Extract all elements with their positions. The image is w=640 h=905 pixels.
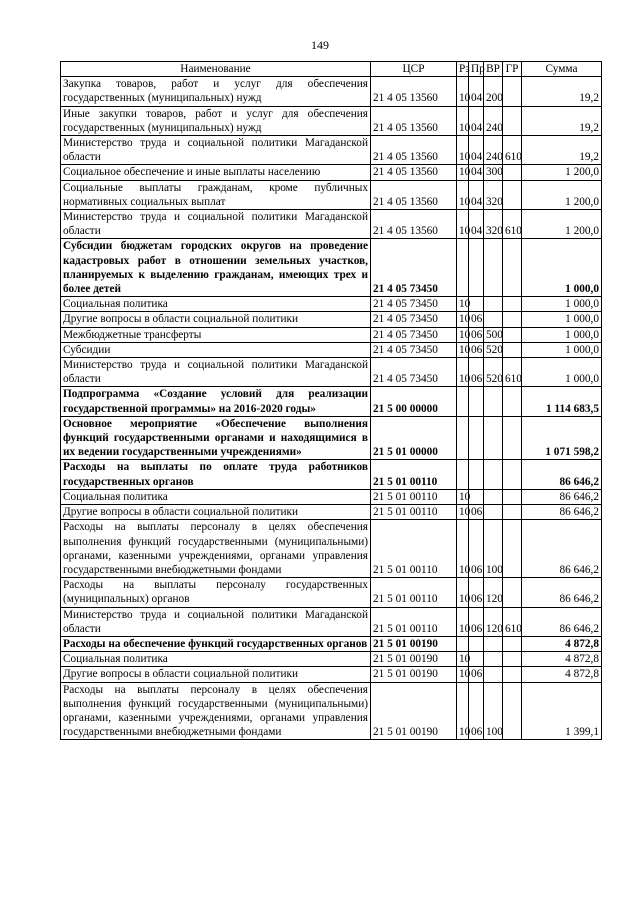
cell-rz xyxy=(457,636,469,651)
cell-name: Другие вопросы в области социальной политики xyxy=(61,505,371,520)
cell-vr: 520 xyxy=(484,358,503,387)
cell-pr xyxy=(469,387,484,416)
cell-vr: 320 xyxy=(484,180,503,209)
table-header-row xyxy=(61,62,602,77)
table-row xyxy=(61,460,602,489)
cell-rz: 10 xyxy=(457,77,469,106)
cell-name: Субсидии xyxy=(61,342,371,357)
header-gr: ГР xyxy=(503,62,522,77)
header-rz: Рз xyxy=(457,62,469,77)
cell-csr: 21 5 01 00000 xyxy=(371,416,457,460)
table-row xyxy=(61,607,602,636)
cell-gr xyxy=(503,180,522,209)
cell-pr: 06 xyxy=(469,327,484,342)
cell-csr: 21 4 05 13560 xyxy=(371,106,457,135)
cell-sum: 1 000,0 xyxy=(522,358,602,387)
cell-pr: 06 xyxy=(469,312,484,327)
cell-pr: 06 xyxy=(469,520,484,578)
cell-rz: 10 xyxy=(457,210,469,239)
cell-gr xyxy=(503,327,522,342)
cell-name: Расходы на выплаты персоналу в целях обеспечения выполнения функций государственными (муниципальными) органами, казенными учреждениями, органами управления государственными внебюджетными фондами xyxy=(61,520,371,578)
table-row xyxy=(61,682,602,740)
cell-name: Социальная политика xyxy=(61,297,371,312)
cell-csr: 21 4 05 73450 xyxy=(371,297,457,312)
cell-name: Подпрограмма «Создание условий для реализации государственной программы» на 2016-2020 годы» xyxy=(61,387,371,416)
cell-csr: 21 4 05 13560 xyxy=(371,210,457,239)
cell-pr: 04 xyxy=(469,136,484,165)
cell-rz: 10 xyxy=(457,520,469,578)
cell-vr xyxy=(484,505,503,520)
cell-sum: 1 000,0 xyxy=(522,297,602,312)
cell-name: Основное мероприятие «Обеспечение выполнения функций государственными органами и находящимися в их ведении государственными учреждениями» xyxy=(61,416,371,460)
cell-gr xyxy=(503,239,522,297)
cell-vr xyxy=(484,312,503,327)
cell-csr: 21 4 05 13560 xyxy=(371,165,457,180)
cell-gr xyxy=(503,106,522,135)
cell-vr xyxy=(484,636,503,651)
cell-rz: 10 xyxy=(457,327,469,342)
cell-rz: 10 xyxy=(457,652,469,667)
cell-pr xyxy=(469,489,484,504)
table-row xyxy=(61,77,602,106)
cell-pr: 04 xyxy=(469,210,484,239)
cell-gr xyxy=(503,682,522,740)
table-row xyxy=(61,387,602,416)
cell-name: Иные закупки товаров, работ и услуг для обеспечения государственных (муниципальных) нужд xyxy=(61,106,371,135)
cell-sum: 1 399,1 xyxy=(522,682,602,740)
table-row xyxy=(61,165,602,180)
cell-vr: 120 xyxy=(484,607,503,636)
table-row xyxy=(61,210,602,239)
cell-vr: 100 xyxy=(484,520,503,578)
cell-gr xyxy=(503,165,522,180)
cell-name: Другие вопросы в области социальной политики xyxy=(61,667,371,682)
cell-gr xyxy=(503,505,522,520)
cell-sum: 86 646,2 xyxy=(522,607,602,636)
cell-gr xyxy=(503,387,522,416)
budget-table xyxy=(60,61,602,740)
page-number: 149 xyxy=(311,38,329,52)
cell-pr: 06 xyxy=(469,358,484,387)
cell-csr: 21 4 05 13560 xyxy=(371,180,457,209)
cell-name: Социальные выплаты гражданам, кроме публичных нормативных социальных выплат xyxy=(61,180,371,209)
cell-pr: 06 xyxy=(469,682,484,740)
table-row xyxy=(61,327,602,342)
cell-rz: 10 xyxy=(457,607,469,636)
cell-pr xyxy=(469,297,484,312)
cell-sum: 1 114 683,5 xyxy=(522,387,602,416)
table-row xyxy=(61,416,602,460)
cell-csr: 21 5 01 00190 xyxy=(371,636,457,651)
cell-name: Социальная политика xyxy=(61,652,371,667)
cell-gr xyxy=(503,297,522,312)
cell-name: Министерство труда и социальной политики Магаданской области xyxy=(61,607,371,636)
cell-csr: 21 5 01 00190 xyxy=(371,652,457,667)
header-csr: ЦСР xyxy=(371,62,457,77)
table-row xyxy=(61,106,602,135)
cell-rz xyxy=(457,460,469,489)
table-row xyxy=(61,652,602,667)
table-row xyxy=(61,136,602,165)
cell-rz: 10 xyxy=(457,489,469,504)
cell-name: Межбюджетные трансферты xyxy=(61,327,371,342)
cell-vr xyxy=(484,387,503,416)
cell-gr xyxy=(503,636,522,651)
cell-rz: 10 xyxy=(457,578,469,607)
cell-name: Социальное обеспечение и иные выплаты населению xyxy=(61,165,371,180)
cell-csr: 21 5 01 00110 xyxy=(371,578,457,607)
cell-csr: 21 5 01 00110 xyxy=(371,460,457,489)
cell-csr: 21 4 05 73450 xyxy=(371,239,457,297)
cell-pr xyxy=(469,652,484,667)
cell-vr xyxy=(484,489,503,504)
cell-vr xyxy=(484,460,503,489)
cell-gr xyxy=(503,489,522,504)
cell-rz: 10 xyxy=(457,106,469,135)
cell-vr xyxy=(484,239,503,297)
cell-pr: 06 xyxy=(469,607,484,636)
cell-csr: 21 4 05 13560 xyxy=(371,77,457,106)
header-name: Наименование xyxy=(61,62,371,77)
cell-csr: 21 5 01 00190 xyxy=(371,682,457,740)
cell-csr: 21 5 00 00000 xyxy=(371,387,457,416)
cell-sum: 1 000,0 xyxy=(522,312,602,327)
cell-sum: 19,2 xyxy=(522,136,602,165)
cell-name: Расходы на выплаты персоналу в целях обеспечения выполнения функций государственными (муниципальными) органами, казенными учреждениями, органами управления государственными внебюджетными фондами xyxy=(61,682,371,740)
header-sum: Сумма xyxy=(522,62,602,77)
cell-rz: 10 xyxy=(457,136,469,165)
cell-pr: 06 xyxy=(469,342,484,357)
cell-gr xyxy=(503,77,522,106)
table-row xyxy=(61,636,602,651)
cell-rz xyxy=(457,239,469,297)
cell-vr xyxy=(484,667,503,682)
cell-gr: 610 xyxy=(503,358,522,387)
cell-rz: 10 xyxy=(457,667,469,682)
cell-csr: 21 4 05 73450 xyxy=(371,327,457,342)
table-row xyxy=(61,312,602,327)
cell-pr: 06 xyxy=(469,578,484,607)
cell-rz xyxy=(457,416,469,460)
cell-csr: 21 4 05 73450 xyxy=(371,358,457,387)
cell-sum: 86 646,2 xyxy=(522,460,602,489)
cell-vr: 120 xyxy=(484,578,503,607)
cell-name: Министерство труда и социальной политики Магаданской области xyxy=(61,358,371,387)
table-row xyxy=(61,297,602,312)
cell-vr: 200 xyxy=(484,77,503,106)
cell-rz: 10 xyxy=(457,165,469,180)
cell-sum: 86 646,2 xyxy=(522,520,602,578)
table-row xyxy=(61,342,602,357)
cell-sum: 1 000,0 xyxy=(522,342,602,357)
cell-pr xyxy=(469,460,484,489)
cell-pr: 04 xyxy=(469,180,484,209)
cell-sum: 1 200,0 xyxy=(522,165,602,180)
table-row xyxy=(61,578,602,607)
cell-vr: 320 xyxy=(484,210,503,239)
cell-rz: 10 xyxy=(457,682,469,740)
cell-csr: 21 5 01 00110 xyxy=(371,489,457,504)
cell-vr: 520 xyxy=(484,342,503,357)
cell-sum: 1 200,0 xyxy=(522,210,602,239)
cell-sum: 19,2 xyxy=(522,77,602,106)
table-row xyxy=(61,505,602,520)
cell-pr: 06 xyxy=(469,667,484,682)
table-row xyxy=(61,358,602,387)
header-pr: Пр xyxy=(469,62,484,77)
cell-sum: 86 646,2 xyxy=(522,505,602,520)
cell-sum: 86 646,2 xyxy=(522,578,602,607)
cell-rz: 10 xyxy=(457,180,469,209)
cell-sum: 1 000,0 xyxy=(522,239,602,297)
cell-name: Расходы на выплаты персоналу государственных (муниципальных) органов xyxy=(61,578,371,607)
cell-name: Социальная политика xyxy=(61,489,371,504)
cell-pr: 04 xyxy=(469,77,484,106)
cell-gr xyxy=(503,578,522,607)
cell-vr: 500 xyxy=(484,327,503,342)
cell-pr xyxy=(469,416,484,460)
cell-gr xyxy=(503,342,522,357)
cell-vr: 300 xyxy=(484,165,503,180)
cell-rz: 10 xyxy=(457,297,469,312)
cell-sum: 1 000,0 xyxy=(522,327,602,342)
cell-name: Министерство труда и социальной политики Магаданской области xyxy=(61,136,371,165)
cell-name: Закупка товаров, работ и услуг для обеспечения государственных (муниципальных) нужд xyxy=(61,77,371,106)
cell-csr: 21 5 01 00110 xyxy=(371,505,457,520)
table-row xyxy=(61,520,602,578)
cell-sum: 4 872,8 xyxy=(522,667,602,682)
cell-gr xyxy=(503,460,522,489)
cell-gr xyxy=(503,416,522,460)
cell-csr: 21 5 01 00190 xyxy=(371,667,457,682)
cell-rz: 10 xyxy=(457,358,469,387)
table-row xyxy=(61,180,602,209)
cell-sum: 1 200,0 xyxy=(522,180,602,209)
cell-pr xyxy=(469,636,484,651)
cell-sum: 19,2 xyxy=(522,106,602,135)
cell-vr: 240 xyxy=(484,106,503,135)
cell-pr xyxy=(469,239,484,297)
cell-vr: 240 xyxy=(484,136,503,165)
cell-pr: 06 xyxy=(469,505,484,520)
cell-name: Расходы на обеспечение функций государственных органов xyxy=(61,636,371,651)
cell-pr: 04 xyxy=(469,106,484,135)
cell-csr: 21 5 01 00110 xyxy=(371,520,457,578)
cell-sum: 86 646,2 xyxy=(522,489,602,504)
cell-gr xyxy=(503,520,522,578)
cell-gr xyxy=(503,312,522,327)
cell-gr xyxy=(503,667,522,682)
table-row xyxy=(61,239,602,297)
cell-csr: 21 4 05 73450 xyxy=(371,342,457,357)
table-row xyxy=(61,667,602,682)
cell-gr: 610 xyxy=(503,210,522,239)
cell-csr: 21 4 05 13560 xyxy=(371,136,457,165)
table-row xyxy=(61,489,602,504)
cell-vr xyxy=(484,652,503,667)
cell-csr: 21 4 05 73450 xyxy=(371,312,457,327)
cell-rz: 10 xyxy=(457,505,469,520)
cell-rz: 10 xyxy=(457,312,469,327)
cell-csr: 21 5 01 00110 xyxy=(371,607,457,636)
cell-pr: 04 xyxy=(469,165,484,180)
cell-vr: 100 xyxy=(484,682,503,740)
cell-sum: 4 872,8 xyxy=(522,636,602,651)
header-vr: ВР xyxy=(484,62,503,77)
cell-sum: 4 872,8 xyxy=(522,652,602,667)
cell-name: Расходы на выплаты по оплате труда работников государственных органов xyxy=(61,460,371,489)
cell-sum: 1 071 598,2 xyxy=(522,416,602,460)
cell-rz xyxy=(457,387,469,416)
cell-vr xyxy=(484,416,503,460)
cell-vr xyxy=(484,297,503,312)
cell-gr: 610 xyxy=(503,136,522,165)
cell-name: Другие вопросы в области социальной политики xyxy=(61,312,371,327)
cell-gr: 610 xyxy=(503,607,522,636)
cell-rz: 10 xyxy=(457,342,469,357)
cell-gr xyxy=(503,652,522,667)
cell-name: Субсидии бюджетам городских округов на проведение кадастровых работ в отношении земельных участков, планируемых к выделению гражданам, имеющих трех и более детей xyxy=(61,239,371,297)
cell-name: Министерство труда и социальной политики Магаданской области xyxy=(61,210,371,239)
table-body xyxy=(61,77,602,740)
